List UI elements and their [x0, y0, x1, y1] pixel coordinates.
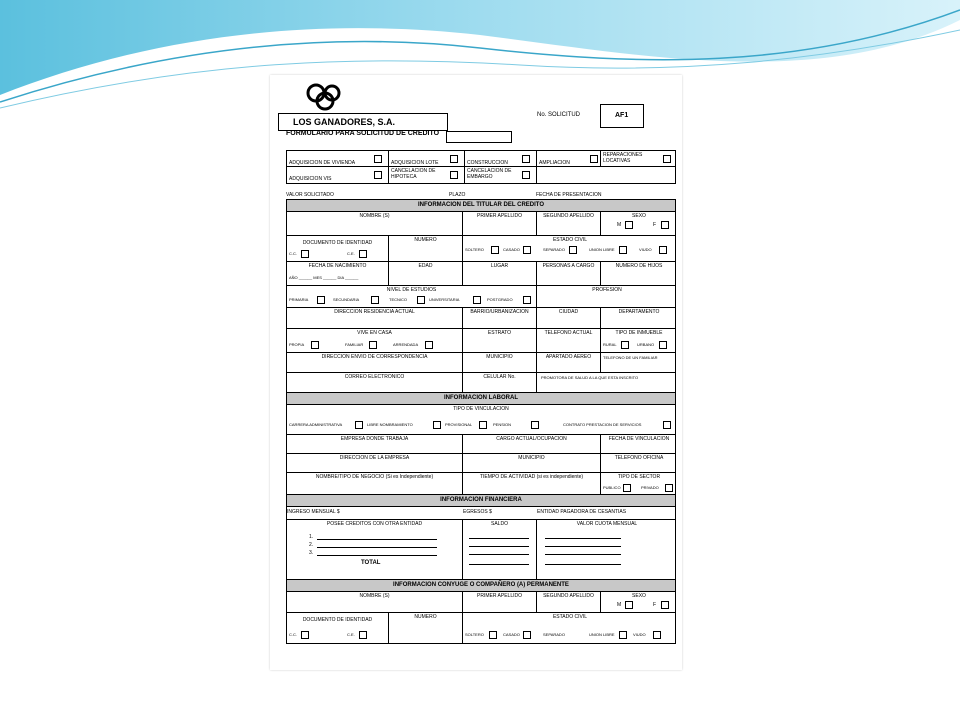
label-municipio: MUNICIPIO [486, 354, 513, 360]
checkbox-soltero-conyuge[interactable] [489, 631, 497, 639]
label-ingreso: INGRESO MENSUAL $ [287, 509, 340, 515]
checkbox-union-conyuge[interactable] [619, 631, 627, 639]
label-primer-apellido-conyuge: PRIMER APELLIDO [476, 593, 522, 599]
label-correo: CORREO ELECTRONICO [344, 374, 405, 380]
checkbox-vis[interactable] [374, 171, 382, 179]
spouse-name-row [286, 592, 676, 613]
label-municipio-empresa: MUNICIPIO [518, 455, 545, 461]
label-separado-conyuge: SEPARADO [543, 632, 565, 637]
checkbox-viudo[interactable] [659, 246, 667, 254]
company-logo-icon [306, 81, 342, 115]
spouse-doc-row [286, 613, 676, 644]
label-vis: ADQUISICION VIS [289, 176, 332, 182]
label-nombres: NOMBRE (S) [359, 213, 390, 219]
label-estado-civil: ESTADO CIVIL [552, 237, 588, 243]
section-titular: INFORMACION DEL TITULAR DEL CREDITO [286, 200, 676, 212]
checkbox-ce[interactable] [359, 250, 367, 258]
label-direccion-residencia: DIRECCION RESIDENCIA ACTUAL [334, 309, 415, 315]
titular-address-row [286, 308, 676, 329]
section-financiera: INFORMACION FINANCIERA [286, 495, 676, 507]
checkbox-m-conyuge[interactable] [625, 601, 633, 609]
label-segundo-apellido: SEGUNDO APELLIDO [543, 213, 594, 219]
titular-email-row [286, 373, 676, 393]
titular-mail-row [286, 353, 676, 373]
checkbox-hipoteca[interactable] [450, 171, 458, 179]
label-apartado: APARTADO AEREO [545, 354, 592, 360]
label-profesion: PROFESION [592, 287, 622, 293]
label-lugar: LUGAR [490, 263, 509, 269]
checkbox-publico[interactable] [623, 484, 631, 492]
checkbox-rural[interactable] [621, 341, 629, 349]
company-name: LOS GANADORES, S.A. [278, 113, 448, 131]
label-saldo: SALDO [491, 521, 508, 527]
title-field[interactable] [446, 131, 512, 143]
titular-birth-row [286, 262, 676, 286]
solicitud-number[interactable]: AF1 [600, 104, 644, 128]
label-primaria: PRIMARIA [289, 297, 309, 302]
label-fecha-vinculacion: FECHA DE VINCULACION [608, 436, 670, 442]
label-promotora: PROMOTORA DE SALUD A LA QUE ESTA INSCRITO [541, 375, 639, 380]
label-nombres-conyuge: NOMBRE (S) [359, 593, 390, 599]
label-casado: CASADO [503, 247, 520, 252]
checkbox-separado[interactable] [569, 246, 577, 254]
checkbox-f-conyuge[interactable] [661, 601, 669, 609]
checkbox-propia[interactable] [311, 341, 319, 349]
checkbox-provisional[interactable] [479, 421, 487, 429]
label-total: TOTAL [361, 560, 381, 566]
label-embargo: CANCELACION DE EMBARGO [467, 168, 512, 180]
label-provisional: PROVISIONAL [445, 422, 473, 427]
label-vivienda: ADQUISICION DE VIVIENDA [289, 160, 356, 166]
checkbox-arrendada[interactable] [425, 341, 433, 349]
labor-company-row [286, 435, 676, 454]
label-union: UNION LIBRE [589, 247, 615, 252]
titular-name-row [286, 212, 676, 236]
checkbox-soltero[interactable] [491, 246, 499, 254]
label-ce: C.E. [347, 251, 355, 256]
label-cc: C.C. [289, 251, 297, 256]
titular-studies-row [286, 286, 676, 308]
label-publico: PUBLICO [603, 485, 621, 490]
label-egresos: EGRESOS $ [463, 509, 492, 515]
credit-item-3: 3. [309, 550, 314, 556]
label-tipo-vinculacion: TIPO DE VINCULACION [453, 406, 509, 412]
label-fecha-nacimiento: FECHA DE NACIMIENTO [308, 263, 367, 269]
label-familiar: FAMILIAR [345, 342, 364, 347]
labor-address-row [286, 454, 676, 473]
labor-business-row [286, 473, 676, 495]
checkbox-union[interactable] [619, 246, 627, 254]
credit-application-form [270, 75, 682, 670]
label-telefono-familiar: TELEFONO DE UN FAMILIAR [603, 355, 658, 360]
label-carrera: CARRERA ADMINISTRATIVA [289, 422, 343, 427]
label-contrato: CONTRATO PRESTACION DE SERVICIOS [563, 422, 642, 427]
label-soltero-conyuge: SOLTERO [465, 632, 484, 637]
label-estado-civil-conyuge: ESTADO CIVIL [552, 614, 588, 620]
label-postgrado: POSTGRADO [487, 297, 513, 302]
section-conyuge: INFORMACION CONYUGE O COMPAÑERO (A) PERMANENTE [286, 580, 676, 592]
label-casado-conyuge: CASADO [503, 632, 520, 637]
credit-item-2: 2. [309, 542, 314, 548]
label-documento: DOCUMENTO DE IDENTIDAD [302, 240, 373, 246]
label-arrendada: ARRENDADA [393, 342, 419, 347]
label-primer-apellido: PRIMER APELLIDO [476, 213, 522, 219]
checkbox-libre[interactable] [433, 421, 441, 429]
form-grid [286, 150, 676, 644]
label-rural: RURAL [603, 342, 617, 347]
checkbox-vivienda[interactable] [374, 155, 382, 163]
label-tipo-inmueble: TIPO DE INMUEBLE [615, 330, 663, 336]
label-union-conyuge: UNION LIBRE [589, 632, 615, 637]
label-sexo-conyuge: SEXO [632, 593, 646, 599]
checkbox-primaria[interactable] [317, 296, 325, 304]
purpose-row-1 [286, 150, 676, 167]
checkbox-viudo-conyuge[interactable] [653, 631, 661, 639]
checkbox-cc-conyuge[interactable] [301, 631, 309, 639]
label-numero-hijos: NUMERO DE HIJOS [615, 263, 663, 269]
label-empresa: EMPRESA DONDE TRABAJA [340, 436, 409, 442]
label-valor: VALOR SOLICITADO [286, 192, 334, 198]
finance-credits-block [286, 520, 676, 580]
checkbox-casado[interactable] [523, 246, 531, 254]
label-cuota: VALOR CUOTA MENSUAL [576, 521, 638, 527]
checkbox-casado-conyuge[interactable] [523, 631, 531, 639]
label-viudo: VIUDO [639, 247, 652, 252]
label-f-conyuge: F [653, 602, 657, 608]
checkbox-cc[interactable] [301, 250, 309, 258]
label-telefono-actual: TELEFONO ACTUAL [544, 330, 593, 336]
checkbox-ce-conyuge[interactable] [359, 631, 367, 639]
label-numero: NUMERO [414, 237, 437, 243]
label-documento-conyuge: DOCUMENTO DE IDENTIDAD [302, 617, 373, 623]
label-propia: PROPIA [289, 342, 305, 347]
label-separado: SEPARADO [543, 247, 565, 252]
checkbox-lote[interactable] [450, 155, 458, 163]
credit-item-1: 1. [309, 534, 314, 540]
checkbox-reparaciones[interactable] [663, 155, 671, 163]
label-tiempo-actividad: TIEMPO DE ACTIVIDAD (si es independiente) [479, 474, 584, 480]
label-cesantias: ENTIDAD PAGADORA DE CESANTIAS [537, 509, 627, 515]
labor-link-row [286, 405, 676, 435]
label-posee: POSEE CREDITOS CON OTRA ENTIDAD [326, 521, 423, 527]
label-reparaciones: REPARACIONES LOCATIVAS [603, 152, 643, 164]
label-departamento: DEPARTAMENTO [618, 309, 660, 315]
checkbox-urbano[interactable] [659, 341, 667, 349]
label-f: F [653, 222, 657, 228]
label-nombre-negocio: NOMBRE/TIPO DE NEGOCIO (Si es Independiente) [315, 474, 434, 480]
label-soltero: SOLTERO [465, 247, 484, 252]
label-celular: CELULAR No. [483, 374, 516, 380]
checkbox-universitaria[interactable] [473, 296, 481, 304]
label-construccion: CONSTRUCCION [467, 160, 508, 166]
checkbox-f[interactable] [661, 221, 669, 229]
label-estrato: ESTRATO [487, 330, 512, 336]
label-telefono-oficina: TELEFONO OFICINA [614, 455, 664, 461]
checkbox-privado[interactable] [665, 484, 673, 492]
label-personas-cargo: PERSONAS A CARGO [542, 263, 595, 269]
label-barrio: BARRIO/URBANIZACION [470, 309, 529, 315]
purpose-row-2 [286, 167, 676, 184]
label-lote: ADQUISICION LOTE [391, 160, 439, 166]
label-vive-casa: VIVE EN CASA [357, 330, 392, 336]
label-direccion-empresa: DIRECCION DE LA EMPRESA [339, 455, 410, 461]
checkbox-m[interactable] [625, 221, 633, 229]
form-title: FORMULARIO PARA SOLICITUD DE CREDITO [286, 130, 440, 137]
valor-row [286, 184, 676, 200]
titular-housing-row [286, 329, 676, 353]
label-urbano: URBANO [637, 342, 655, 347]
label-ampliacion: AMPLIACION [539, 160, 570, 166]
section-laboral: INFORMACION LABORAL [286, 393, 676, 405]
checkbox-pension[interactable] [531, 421, 539, 429]
solicitud-label: No. SOLICITUD [537, 112, 581, 118]
label-edad: EDAD [418, 263, 433, 269]
checkbox-contrato[interactable] [663, 421, 671, 429]
label-privado: PRIVADO [641, 485, 659, 490]
label-cargo: CARGO ACTUAL/OCUPACION [496, 436, 567, 442]
label-ciudad: CIUDAD [558, 309, 579, 315]
label-fecha-fmt: AÑO ______ MES ______ DIA ______ [289, 275, 359, 280]
label-fecha-presentacion: FECHA DE PRESENTACION [536, 192, 602, 198]
label-numero-conyuge: NUMERO [414, 614, 437, 620]
label-m: M [617, 222, 622, 228]
label-pension: PENSION [493, 422, 512, 427]
label-nivel-estudios: NIVEL DE ESTUDIOS [386, 287, 437, 293]
label-libre: LIBRE NOMBRAMIENTO [367, 422, 413, 427]
checkbox-ampliacion[interactable] [590, 155, 598, 163]
label-sexo: SEXO [632, 213, 646, 219]
label-plazo: PLAZO [449, 192, 466, 198]
label-m-conyuge: M [617, 602, 622, 608]
finance-income-row [286, 507, 676, 520]
checkbox-postgrado[interactable] [523, 296, 531, 304]
checkbox-secundaria[interactable] [371, 296, 379, 304]
label-tecnico: TECNICO [389, 297, 407, 302]
checkbox-familiar[interactable] [369, 341, 377, 349]
checkbox-construccion[interactable] [522, 155, 530, 163]
label-cc-conyuge: C.C. [289, 632, 297, 637]
checkbox-carrera[interactable] [355, 421, 363, 429]
label-segundo-apellido-conyuge: SEGUNDO APELLIDO [543, 593, 594, 599]
titular-doc-row [286, 236, 676, 262]
checkbox-embargo[interactable] [522, 171, 530, 179]
label-hipoteca: CANCELACION DE HIPOTECA [391, 168, 436, 180]
label-ce-conyuge: C.E. [347, 632, 355, 637]
checkbox-tecnico[interactable] [417, 296, 425, 304]
label-viudo-conyuge: VIUDO [633, 632, 646, 637]
label-tipo-sector: TIPO DE SECTOR [617, 474, 661, 480]
label-secundaria: SECUNDARIA [333, 297, 360, 302]
label-direccion-envio: DIRECCION ENVIO DE CORRESPONDENCIA [321, 354, 428, 360]
label-universitaria: UNIVERSITARIA [429, 297, 460, 302]
